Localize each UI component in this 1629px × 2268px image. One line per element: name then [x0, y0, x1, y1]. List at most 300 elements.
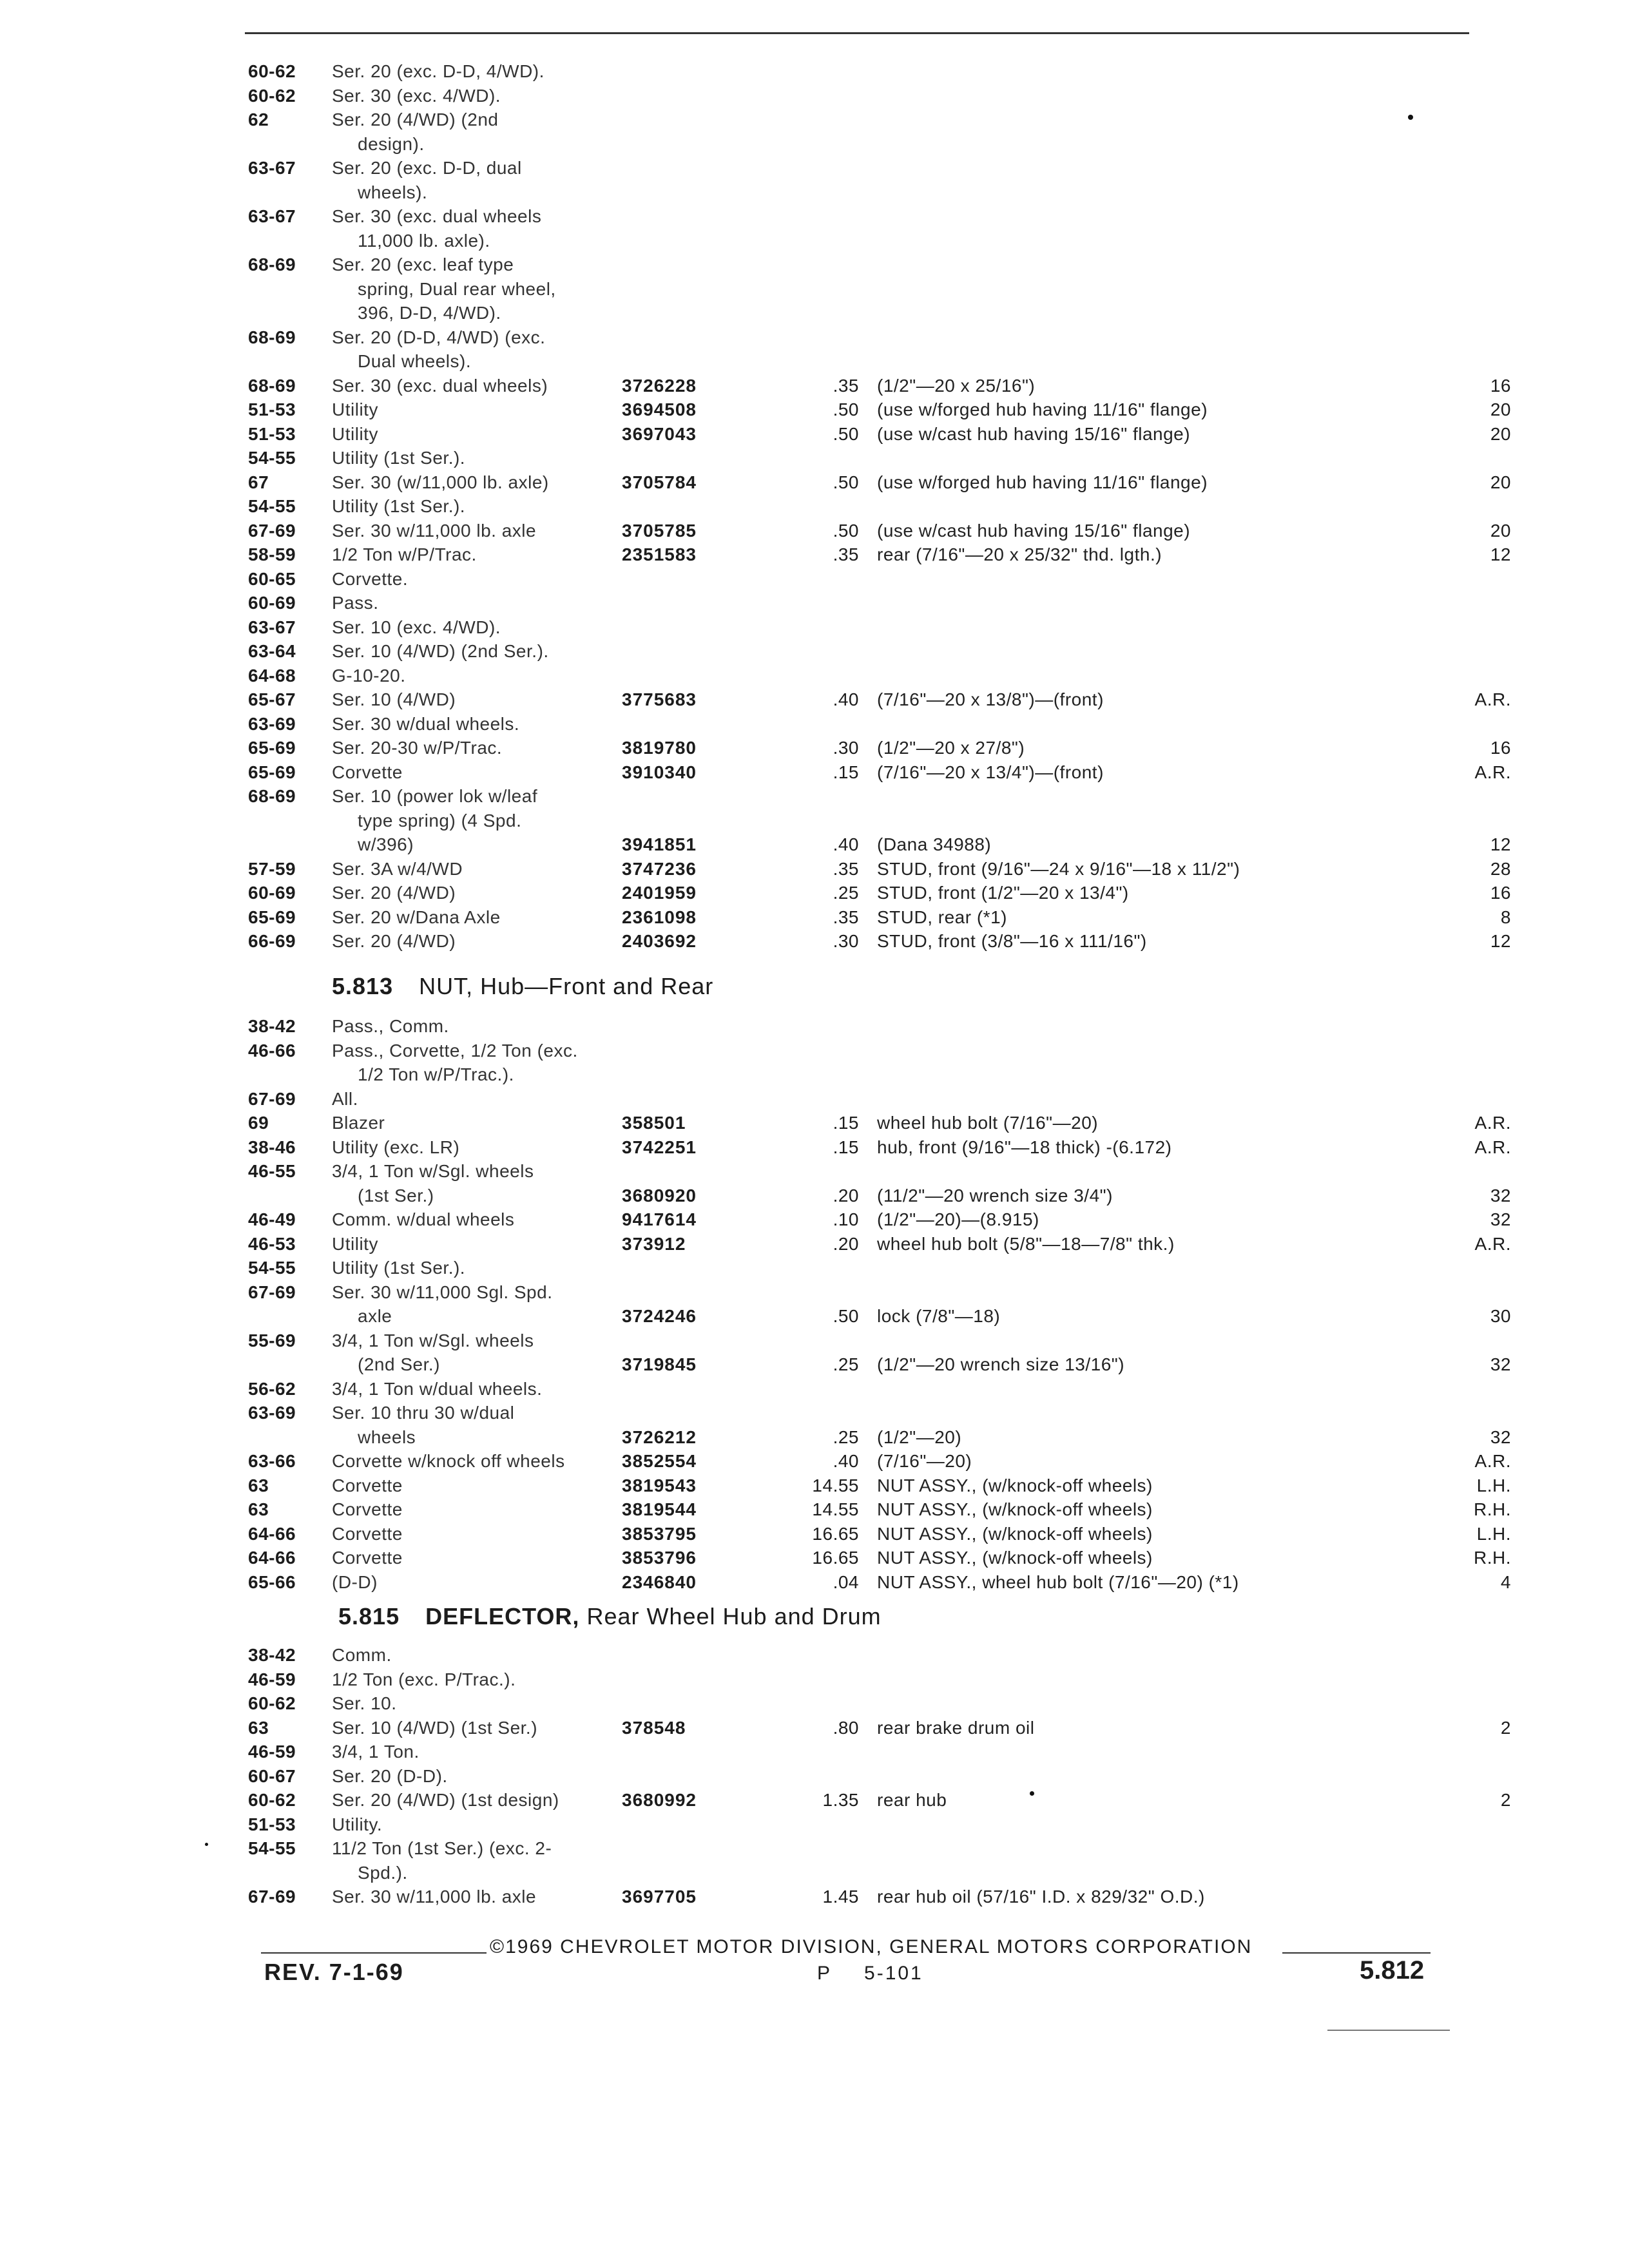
description-cell: STUD, rear (*1) — [877, 907, 1007, 927]
model-cell: wheels). — [358, 182, 428, 202]
price-cell: .25 — [833, 883, 859, 903]
model-cell: Ser. 30 (exc. 4/WD). — [332, 85, 501, 106]
part-number-cell: 358501 — [622, 1113, 686, 1133]
quantity-cell: 28 — [1490, 858, 1511, 879]
part-number-cell — [622, 277, 795, 302]
part-number-cell — [622, 1812, 795, 1837]
price-cell — [795, 1377, 877, 1401]
description-cell — [877, 204, 1465, 229]
price-cell — [795, 132, 877, 157]
year-cell: 64-68 — [248, 665, 296, 686]
section-5815-title-rest: Rear Wheel Hub and Drum — [586, 1603, 882, 1629]
quantity-cell — [1465, 277, 1511, 302]
model-cell: w/396) — [358, 834, 414, 854]
parts-row — [248, 1740, 1511, 1764]
price-cell — [795, 1159, 877, 1184]
part-number-cell: 3910340 — [622, 762, 697, 782]
section-5815-number: 5.815 — [338, 1603, 400, 1629]
parts-row — [248, 1232, 1511, 1256]
price-cell: .10 — [833, 1209, 859, 1229]
price-cell — [795, 277, 877, 302]
year-cell: 63-66 — [248, 1451, 296, 1471]
description-cell — [877, 1836, 1465, 1861]
model-cell: Ser. 30 w/11,000 Sgl. Spd. — [332, 1282, 553, 1302]
part-number-cell: 3853795 — [622, 1523, 697, 1544]
part-number-cell — [622, 664, 795, 688]
quantity-cell: 20 — [1490, 399, 1511, 419]
year-cell: 68-69 — [248, 786, 296, 806]
model-cell: Ser. 30 w/dual wheels. — [332, 713, 520, 734]
price-cell: .35 — [833, 375, 859, 396]
year-cell: 38-46 — [248, 1137, 296, 1157]
model-cell: 1/2 Ton w/P/Trac.). — [358, 1064, 514, 1084]
parts-row — [248, 1449, 1511, 1474]
description-cell: (use w/cast hub having 15/16" flange) — [877, 520, 1191, 541]
description-cell — [877, 1062, 1465, 1087]
model-cell: Ser. 30 w/11,000 lb. axle — [332, 520, 537, 541]
parts-row — [248, 1304, 1511, 1329]
year-cell: 65-69 — [248, 738, 296, 758]
description-cell: NUT ASSY., (w/knock-off wheels) — [877, 1548, 1153, 1568]
parts-row — [248, 567, 1511, 591]
quantity-cell: 20 — [1490, 520, 1511, 541]
year-cell: 64-66 — [248, 1548, 296, 1568]
part-number-cell — [622, 1280, 795, 1305]
parts-row — [248, 591, 1511, 615]
model-cell: Corvette — [332, 1548, 403, 1568]
quantity-cell — [1465, 639, 1511, 664]
description-cell: (use w/cast hub having 15/16" flange) — [877, 423, 1191, 444]
model-cell: 3/4, 1 Ton. — [332, 1742, 419, 1762]
price-cell — [795, 301, 877, 325]
parts-row — [248, 832, 1511, 857]
price-cell — [795, 1039, 877, 1063]
model-cell: Ser. 30 (exc. dual wheels) — [332, 375, 548, 396]
model-cell: (D-D) — [332, 1571, 378, 1592]
price-cell — [795, 567, 877, 591]
description-cell: STUD, front (9/16"—24 x 9/16"—18 x 11/2") — [877, 858, 1240, 879]
year-cell: 64-66 — [248, 1523, 296, 1544]
speck-mark — [1408, 115, 1413, 120]
model-cell: Dual wheels). — [358, 351, 472, 371]
year-cell: 60-62 — [248, 61, 296, 81]
year-cell — [248, 180, 332, 205]
model-cell: (1st Ser.) — [358, 1185, 434, 1206]
description-cell: (use w/forged hub having 11/16" flange) — [877, 399, 1208, 419]
part-number-cell — [622, 349, 795, 374]
price-cell — [795, 591, 877, 615]
parts-row — [248, 1691, 1511, 1716]
price-cell: 16.65 — [812, 1548, 859, 1568]
parts-row — [248, 1788, 1511, 1812]
quantity-cell — [1465, 615, 1511, 640]
year-cell: 63-69 — [248, 713, 296, 734]
price-cell: .25 — [833, 1354, 859, 1374]
part-number-cell — [622, 1014, 795, 1039]
price-cell — [795, 1256, 877, 1280]
description-cell — [877, 1812, 1465, 1837]
model-cell: Corvette — [332, 762, 403, 782]
year-cell: 63 — [248, 1499, 269, 1519]
quantity-cell: 32 — [1490, 1209, 1511, 1229]
quantity-cell: 16 — [1490, 883, 1511, 903]
description-cell — [877, 1643, 1465, 1667]
description-cell — [877, 229, 1465, 253]
quantity-cell — [1465, 1691, 1511, 1716]
parts-row — [248, 929, 1511, 954]
quantity-cell: R.H. — [1474, 1499, 1511, 1519]
year-cell: 60-69 — [248, 883, 296, 903]
quantity-cell — [1465, 156, 1511, 180]
section-5813-title: NUT, Hub—Front and Rear — [419, 973, 714, 999]
description-cell: (7/16"—20 x 13/4")—(front) — [877, 762, 1104, 782]
model-cell: All. — [332, 1088, 358, 1109]
model-cell: Utility — [332, 1233, 378, 1254]
model-cell: Ser. 30 w/11,000 lb. axle — [332, 1887, 537, 1907]
quantity-cell: A.R. — [1474, 1233, 1511, 1254]
section-5813-number: 5.813 — [332, 973, 394, 999]
description-cell: wheel hub bolt (7/16"—20) — [877, 1113, 1099, 1133]
year-cell: 63 — [248, 1717, 269, 1738]
part-number-cell: 3819543 — [622, 1475, 697, 1495]
part-number-cell: 3852554 — [622, 1451, 697, 1471]
year-cell: 65-69 — [248, 762, 296, 782]
price-cell: .50 — [833, 520, 859, 541]
section-5815-title-bold: DEFLECTOR, — [425, 1603, 580, 1629]
year-cell: 46-59 — [248, 1742, 296, 1762]
model-cell: Corvette w/knock off wheels — [332, 1451, 565, 1471]
part-number-cell — [622, 1256, 795, 1280]
part-number-cell — [622, 84, 795, 108]
year-cell — [248, 809, 332, 833]
section-5812-list — [248, 59, 1511, 954]
part-number-cell — [622, 156, 795, 180]
model-cell: Utility. — [332, 1814, 383, 1834]
price-cell — [795, 615, 877, 640]
price-cell: .50 — [833, 1306, 859, 1326]
description-cell — [877, 301, 1465, 325]
quantity-cell — [1465, 1812, 1511, 1837]
year-cell: 57-59 — [248, 858, 296, 879]
part-number-cell — [622, 1329, 795, 1353]
part-number-cell: 2401959 — [622, 883, 697, 903]
year-cell: 54-55 — [248, 496, 296, 516]
part-number-cell: 2351583 — [622, 544, 697, 564]
parts-row — [248, 881, 1511, 905]
year-cell: 54-55 — [248, 1258, 296, 1278]
part-number-cell: 3680920 — [622, 1185, 697, 1206]
price-cell — [795, 325, 877, 350]
price-cell — [795, 84, 877, 108]
model-cell: Ser. 20 (4/WD) — [332, 883, 456, 903]
quantity-cell — [1465, 1643, 1511, 1667]
year-cell — [248, 301, 332, 325]
year-cell: 63-67 — [248, 206, 296, 226]
section-5815-heading — [338, 1603, 882, 1630]
parts-row — [248, 180, 1511, 205]
part-number-cell: 3726212 — [622, 1427, 697, 1447]
part-number-cell — [622, 325, 795, 350]
price-cell — [795, 1861, 877, 1885]
price-cell: .40 — [833, 1451, 859, 1471]
part-number-cell — [622, 229, 795, 253]
year-cell — [248, 277, 332, 302]
model-cell: 1/2 Ton w/P/Trac. — [332, 544, 477, 564]
parts-row — [248, 639, 1511, 664]
description-cell: STUD, front (3/8"—16 x 111/16") — [877, 931, 1147, 951]
year-cell: 60-69 — [248, 593, 296, 613]
parts-row — [248, 1764, 1511, 1789]
price-cell — [795, 229, 877, 253]
description-cell — [877, 1401, 1465, 1425]
parts-row — [248, 1812, 1511, 1837]
model-cell: Ser. 30 (exc. dual wheels — [332, 206, 542, 226]
quantity-cell: L.H. — [1476, 1523, 1511, 1544]
model-cell: Ser. 20 (4/WD) — [332, 931, 456, 951]
description-cell: (1/2"—20 x 25/16") — [877, 375, 1036, 396]
part-number-cell: 2346840 — [622, 1571, 697, 1592]
description-cell — [877, 108, 1465, 132]
parts-row — [248, 398, 1511, 422]
year-cell: 38-42 — [248, 1645, 296, 1665]
model-cell: Utility (1st Ser.). — [332, 448, 466, 468]
description-cell: wheel hub bolt (5/8"—18—7/8" thk.) — [877, 1233, 1175, 1254]
parts-row — [248, 325, 1511, 350]
model-cell: 11,000 lb. axle). — [358, 230, 490, 251]
model-cell: (2nd Ser.) — [358, 1354, 440, 1374]
model-cell: Corvette — [332, 1475, 403, 1495]
description-cell — [877, 664, 1465, 688]
parts-row — [248, 664, 1511, 688]
price-cell — [795, 1667, 877, 1692]
parts-row — [248, 1836, 1511, 1861]
year-cell: 58-59 — [248, 544, 296, 564]
quantity-cell — [1465, 567, 1511, 591]
description-cell — [877, 784, 1465, 809]
year-cell: 63-67 — [248, 617, 296, 637]
price-cell: .15 — [833, 1137, 859, 1157]
part-number-cell — [622, 1667, 795, 1692]
year-cell — [248, 1861, 332, 1885]
quantity-cell — [1465, 204, 1511, 229]
model-cell: Ser. 10 (power lok w/leaf — [332, 786, 538, 806]
year-cell — [248, 1425, 332, 1450]
year-cell: 56-62 — [248, 1378, 296, 1399]
price-cell — [795, 180, 877, 205]
parts-row — [248, 132, 1511, 157]
quantity-cell: 20 — [1490, 472, 1511, 492]
part-number-cell: 3697043 — [622, 423, 697, 444]
parts-row — [248, 1014, 1511, 1039]
part-number-cell — [622, 1836, 795, 1861]
description-cell — [877, 1087, 1465, 1111]
speck-mark — [205, 1843, 208, 1846]
year-cell: 46-53 — [248, 1233, 296, 1254]
quantity-cell: 8 — [1500, 907, 1511, 927]
parts-row — [248, 1401, 1511, 1425]
quantity-cell: 12 — [1490, 544, 1511, 564]
model-cell: 11/2 Ton (1st Ser.) (exc. 2- — [332, 1838, 552, 1858]
model-cell: 1/2 Ton (exc. P/Trac.). — [332, 1669, 516, 1689]
year-cell: 67-69 — [248, 1282, 296, 1302]
quantity-cell — [1465, 809, 1511, 833]
quantity-cell — [1465, 1087, 1511, 1111]
year-cell — [248, 1352, 332, 1377]
description-cell — [877, 446, 1465, 470]
year-cell — [248, 1304, 332, 1329]
price-cell: .20 — [833, 1233, 859, 1254]
description-cell — [877, 809, 1465, 833]
parts-row — [248, 229, 1511, 253]
part-number-cell: 3726228 — [622, 375, 697, 396]
quantity-cell: A.R. — [1474, 689, 1511, 709]
model-cell: Pass., Corvette, 1/2 Ton (exc. — [332, 1040, 578, 1061]
model-cell: Ser. 20-30 w/P/Trac. — [332, 738, 503, 758]
part-number-cell: 373912 — [622, 1233, 686, 1254]
model-cell: 3/4, 1 Ton w/Sgl. wheels — [332, 1161, 534, 1181]
parts-row — [248, 1256, 1511, 1280]
year-cell: 51-53 — [248, 399, 296, 419]
price-cell — [795, 784, 877, 809]
price-cell — [795, 1401, 877, 1425]
quantity-cell — [1465, 1329, 1511, 1353]
parts-row — [248, 1643, 1511, 1667]
year-cell: 46-59 — [248, 1669, 296, 1689]
part-number-cell — [622, 204, 795, 229]
model-cell: Pass. — [332, 593, 379, 613]
quantity-cell: 16 — [1490, 738, 1511, 758]
price-cell — [795, 1280, 877, 1305]
price-cell — [795, 1087, 877, 1111]
parts-row — [248, 1087, 1511, 1111]
quantity-cell: 20 — [1490, 423, 1511, 444]
parts-row — [248, 1111, 1511, 1135]
description-cell: (1/2"—20 wrench size 13/16") — [877, 1354, 1125, 1374]
description-cell — [877, 84, 1465, 108]
parts-row — [248, 374, 1511, 398]
description-cell — [877, 1377, 1465, 1401]
price-cell: 1.45 — [822, 1887, 859, 1907]
description-cell: rear (7/16"—20 x 25/32" thd. lgth.) — [877, 544, 1162, 564]
parts-row — [248, 1377, 1511, 1401]
price-cell — [795, 639, 877, 664]
model-cell: Ser. 10 (4/WD) (1st Ser.) — [332, 1717, 538, 1738]
price-cell — [795, 712, 877, 736]
description-cell — [877, 156, 1465, 180]
year-cell: 66-69 — [248, 931, 296, 951]
quantity-cell: L.H. — [1476, 1475, 1511, 1495]
part-number-cell — [622, 180, 795, 205]
model-cell: Ser. 20 (D-D). — [332, 1765, 448, 1786]
price-cell: .40 — [833, 689, 859, 709]
part-number-cell: 3742251 — [622, 1137, 697, 1157]
parts-row — [248, 1039, 1511, 1063]
description-cell — [877, 253, 1465, 277]
quantity-cell: 32 — [1490, 1427, 1511, 1447]
description-cell: (7/16"—20 x 13/8")—(front) — [877, 689, 1104, 709]
model-cell: Ser. 30 (w/11,000 lb. axle) — [332, 472, 549, 492]
year-cell: 46-49 — [248, 1209, 296, 1229]
year-cell: 54-55 — [248, 448, 296, 468]
quantity-cell — [1465, 325, 1511, 350]
quantity-cell: 32 — [1490, 1354, 1511, 1374]
description-cell: rear hub oil (57/16" I.D. x 829/32" O.D.) — [877, 1887, 1205, 1907]
price-cell: 14.55 — [812, 1499, 859, 1519]
parts-row — [248, 59, 1511, 84]
description-cell — [877, 1256, 1465, 1280]
part-number-cell: 3853796 — [622, 1548, 697, 1568]
part-number-cell: 2361098 — [622, 907, 697, 927]
price-cell: .40 — [833, 834, 859, 854]
parts-row — [248, 905, 1511, 930]
description-cell — [877, 1740, 1465, 1764]
model-cell: Ser. 20 w/Dana Axle — [332, 907, 501, 927]
parts-row — [248, 1207, 1511, 1232]
parts-row — [248, 1062, 1511, 1087]
part-number-cell — [622, 108, 795, 132]
parts-row — [248, 784, 1511, 809]
description-cell: (Dana 34988) — [877, 834, 992, 854]
part-number-cell — [622, 567, 795, 591]
quantity-cell: 4 — [1500, 1571, 1511, 1592]
speck-mark — [1030, 1791, 1034, 1796]
quantity-cell — [1465, 446, 1511, 470]
model-cell: 3/4, 1 Ton w/Sgl. wheels — [332, 1330, 534, 1350]
model-cell: Ser. 10 thru 30 w/dual — [332, 1403, 515, 1423]
stray-rule — [1327, 2030, 1450, 2031]
parts-row — [248, 736, 1511, 760]
description-cell — [877, 1691, 1465, 1716]
quantity-cell: 2 — [1500, 1790, 1511, 1810]
quantity-cell — [1465, 1014, 1511, 1039]
quantity-cell: A.R. — [1474, 1451, 1511, 1471]
model-cell: Ser. 10 (exc. 4/WD). — [332, 617, 501, 637]
price-cell — [795, 1764, 877, 1789]
part-number-cell: 3719845 — [622, 1354, 697, 1374]
part-number-cell: 3747236 — [622, 858, 697, 879]
part-number-cell — [622, 494, 795, 519]
description-cell: (11/2"—20 wrench size 3/4") — [877, 1185, 1113, 1206]
part-number-cell: 3705785 — [622, 520, 697, 541]
parts-row — [248, 519, 1511, 543]
price-cell — [795, 204, 877, 229]
quantity-cell — [1465, 132, 1511, 157]
model-cell: Corvette. — [332, 568, 409, 589]
model-cell: Ser. 20 (4/WD) (2nd — [332, 110, 499, 130]
model-cell: Ser. 10. — [332, 1693, 397, 1713]
parts-row — [248, 422, 1511, 447]
price-cell: .80 — [833, 1717, 859, 1738]
year-cell: 51-53 — [248, 423, 296, 444]
price-cell: .35 — [833, 858, 859, 879]
model-cell: spring, Dual rear wheel, — [358, 278, 556, 299]
parts-row — [248, 809, 1511, 833]
page-id — [817, 1963, 956, 1984]
price-cell: .30 — [833, 738, 859, 758]
description-cell — [877, 1159, 1465, 1184]
description-cell: hub, front (9/16"—18 thick) -(6.172) — [877, 1137, 1172, 1157]
part-number-cell — [622, 1062, 795, 1087]
quantity-cell: 32 — [1490, 1185, 1511, 1206]
top-rule — [245, 32, 1469, 34]
revision-date: REV. 7-1-69 — [264, 1959, 404, 1985]
price-cell — [795, 1691, 877, 1716]
quantity-cell: 30 — [1490, 1306, 1511, 1326]
description-cell — [877, 639, 1465, 664]
part-number-cell — [622, 253, 795, 277]
price-cell — [795, 494, 877, 519]
model-cell: Utility — [332, 423, 378, 444]
